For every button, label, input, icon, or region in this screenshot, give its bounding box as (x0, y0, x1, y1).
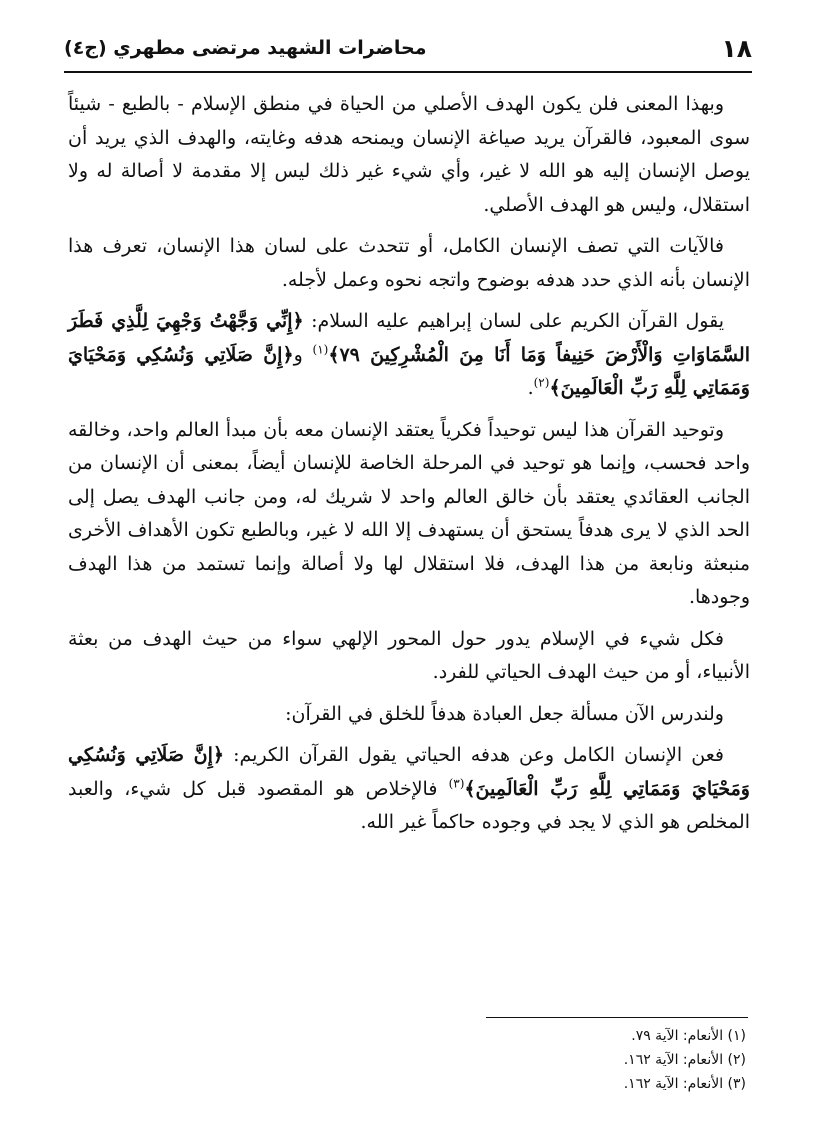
paragraph-4: وتوحيد القرآن هذا ليس توحيداً فكرياً يعتقد الإنسان معه بأن مبدأ العالم واحد، وخالقه واحد فحسب، وإنما هو توحيد في المرحلة الخاصة للإنسان أيضاً، بمعنى أن الإنسان من الجانب العقائدي يعتقد بأن خالق العالم واحد لا شريك له، ومن جانب الهدف يصل إلى الحد الذي لا يرى هدفاً يستحق أن يستهدف إلا الله لا غير، وبالطبع تكون الأهداف الأخرى منبعثة ونابعة من هذا الهدف، فلا استقلال لها ولا أصالة وإنما تستمد من هذا الهدف وجودها. (68, 418, 750, 608)
paragraph-3-intro: يقول القرآن الكريم على لسان إبراهيم عليه السلام: (311, 310, 725, 332)
footnote-2: (٢) الأنعام: الآية ١٦٢. (623, 1052, 746, 1068)
footnote-ref-1: (١) (312, 342, 329, 357)
connector-text: و (293, 343, 303, 366)
footnote-ref-3: (٣) (448, 776, 465, 791)
quran-verse-1: ﴿إِنِّي وَجَّهْتُ وَجْهِيَ لِلَّذِي فَطَرَ السَّمَاوَاتِ وَالْأَرْضَ حَنِيفاً وَمَا أَنَا مِنَ الْمُشْرِكِينَ ٧٩﴾ (68, 310, 750, 366)
header-rule (64, 71, 752, 73)
paragraph-3 (68, 305, 750, 406)
sentence-end: . (527, 377, 534, 399)
paragraph-1: وبهذا المعنى فلن يكون الهدف الأصلي من الحياة في منطق الإسلام - بالطبع - شيئاً سوى المعبود، فالقرآن يريد صياغة الإنسان ويمنحه هدفه وغايته، والهدف الذي يريد أن يوصل الإنسان إليه هو الله لا غير، وأي شيء غير ذلك ليس إلا مقدمة لا أصالة له ولا استقلال، وليس هو الهدف الأصلي. (68, 93, 750, 216)
footnotes (446, 1024, 746, 1096)
quran-verse-2: ﴿إِنَّ صَلَاتِي وَنُسُكِي وَمَحْيَايَ وَمَمَاتِي لِلَّهِ رَبِّ الْعَالَمِينَ﴾ (68, 343, 750, 399)
footnote-3: (٣) الأنعام: الآية ١٦٢. (623, 1076, 746, 1092)
footnote-rule (486, 1017, 748, 1018)
footnote-ref-2: (٢) (533, 375, 550, 390)
footnote-1: (١) الأنعام: الآية ٧٩. (631, 1028, 746, 1044)
page-body (68, 88, 750, 848)
paragraph-2: فالآيات التي تصف الإنسان الكامل، أو تتحدث على لسان هذا الإنسان، تعرف هذا الإنسان بأنه الذي حدد هدفه بوضوح واتجه نحوه وعمل لأجله. (68, 235, 750, 291)
paragraph-7-rest: فالإخلاص هو المقصود قبل كل شيء، والعبد المخلص هو الذي لا يجد في وجوده حاكماً غير الله. (68, 777, 750, 833)
quran-verse-3: ﴿إِنَّ صَلَاتِي وَنُسُكِي وَمَحْيَايَ وَمَمَاتِي لِلَّهِ رَبِّ الْعَالَمِينَ﴾ (68, 744, 750, 800)
page-header (64, 30, 752, 66)
paragraph-5: فكل شيء في الإسلام يدور حول المحور الإلهي سواء من حيث الهدف من بعثة الأنبياء، أو من حيث الهدف الحياتي للفرد. (68, 627, 750, 683)
paragraph-7 (68, 739, 750, 840)
page-number: ١٨ (721, 33, 752, 63)
paragraph-7-intro: فعن الإنسان الكامل وعن هدفه الحياتي يقول القرآن الكريم: (233, 744, 724, 766)
paragraph-6: ولندرس الآن مسألة جعل العبادة هدفاً للخلق في القرآن: (285, 702, 724, 725)
running-title: محاضرات الشهيد مرتضى مطهري (ج٤) (64, 37, 427, 59)
